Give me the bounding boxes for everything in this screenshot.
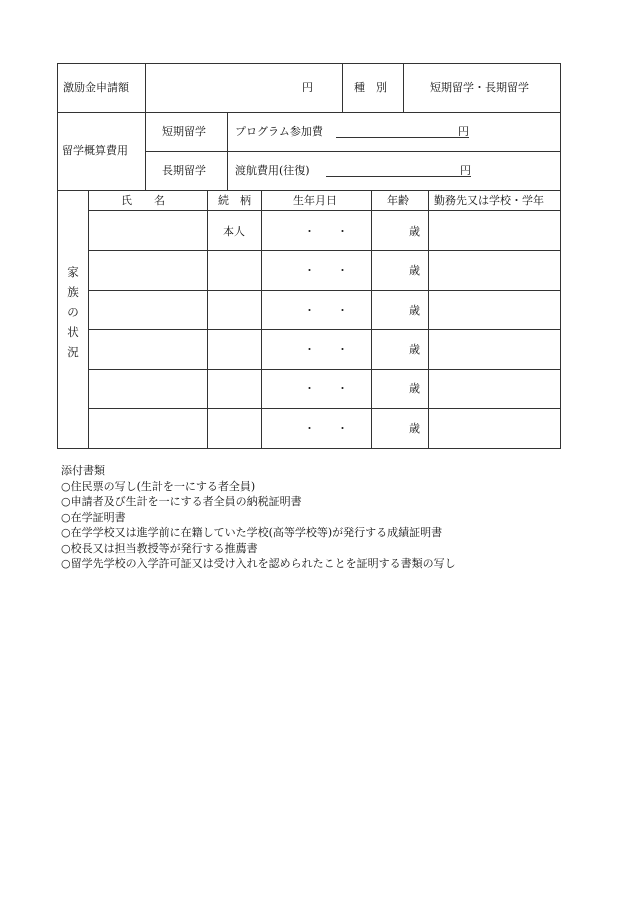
program-fee-unit: 円 — [458, 125, 469, 138]
birthdate-cell[interactable]: ・ ・ — [304, 343, 348, 356]
family-status-side-label — [58, 262, 88, 362]
side-label-char: の — [67, 305, 79, 319]
amount-unit: 円 — [302, 81, 313, 94]
col-divider — [261, 190, 262, 449]
side-label-char: 状 — [67, 325, 79, 339]
attachments-section — [61, 463, 456, 572]
col-divider — [342, 63, 343, 113]
col-divider — [403, 63, 404, 113]
work-school-cell[interactable] — [429, 330, 560, 369]
table-border-left — [57, 63, 58, 449]
list-item: ○住民票の写し(生計を一にする者全員) — [61, 479, 256, 493]
work-school-cell[interactable] — [429, 251, 560, 290]
col-divider — [371, 190, 372, 449]
col-divider — [207, 190, 208, 449]
attachments-title: 添付書類 — [61, 464, 105, 477]
amount-label: 激励金申請額 — [63, 81, 129, 94]
age-cell[interactable]: 歳 — [409, 304, 420, 317]
list-item: ○校長又は担当教授等が発行する推薦書 — [61, 541, 258, 555]
name-cell[interactable] — [89, 330, 207, 369]
name-cell[interactable] — [89, 211, 207, 250]
list-item: ○申請者及び生計を一にする者全員の納税証明書 — [61, 495, 302, 508]
name-cell[interactable] — [89, 291, 207, 329]
birthdate-cell[interactable]: ・ ・ — [304, 382, 348, 395]
long-study-label: 長期留学 — [162, 164, 206, 177]
list-item: ○留学先学校の入学許可証又は受け入れを認められたことを証明する書類の写し — [61, 557, 456, 570]
birthdate-cell[interactable]: ・ ・ — [304, 225, 348, 238]
name-cell[interactable] — [89, 370, 207, 408]
cost-label: 留学概算費用 — [62, 144, 128, 157]
type-label: 種 別 — [354, 81, 387, 94]
table-border-bottom — [57, 448, 561, 449]
header-work-school: 勤務先又は学校・学年 — [434, 194, 544, 207]
header-age: 年齢 — [387, 194, 409, 207]
header-birthdate: 生年月日 — [293, 194, 337, 207]
short-study-label: 短期留学 — [162, 125, 206, 138]
birthdate-cell[interactable]: ・ ・ — [304, 422, 348, 435]
col-divider — [145, 112, 146, 191]
age-cell[interactable]: 歳 — [409, 382, 420, 395]
program-fee-label: プログラム参加費 — [235, 125, 323, 138]
name-cell[interactable] — [89, 251, 207, 290]
list-item: ○在学証明書 — [61, 510, 126, 524]
relation-cell: 本人 — [223, 225, 245, 238]
row-divider — [57, 112, 561, 113]
work-school-cell[interactable] — [429, 291, 560, 329]
row-divider — [57, 190, 561, 191]
birthdate-cell[interactable]: ・ ・ — [304, 264, 348, 277]
work-school-cell[interactable] — [429, 370, 560, 408]
work-school-cell[interactable] — [429, 409, 560, 448]
side-label-char: 況 — [67, 345, 79, 359]
col-divider — [227, 112, 228, 191]
list-item: ○在学学校又は進学前に在籍していた学校(高等学校等)が発行する成績証明書 — [61, 526, 443, 539]
age-cell[interactable]: 歳 — [409, 422, 420, 435]
row-divider — [145, 151, 561, 152]
header-name: 氏 名 — [121, 194, 165, 207]
side-label-char: 族 — [67, 285, 79, 299]
age-cell[interactable]: 歳 — [409, 343, 420, 356]
side-label-char: 家 — [67, 265, 79, 279]
travel-fee-field[interactable] — [326, 176, 471, 177]
age-cell[interactable]: 歳 — [409, 264, 420, 277]
age-cell[interactable]: 歳 — [409, 225, 420, 238]
name-cell[interactable] — [89, 409, 207, 448]
travel-fee-label: 渡航費用(往復) — [235, 164, 310, 177]
birthdate-cell[interactable]: ・ ・ — [304, 304, 348, 317]
work-school-cell[interactable] — [429, 211, 560, 250]
table-border-right — [560, 63, 561, 449]
travel-fee-unit: 円 — [460, 164, 471, 177]
type-value[interactable]: 短期留学・長期留学 — [430, 81, 529, 94]
header-relation: 続 柄 — [218, 194, 251, 207]
program-fee-field[interactable] — [336, 137, 469, 138]
